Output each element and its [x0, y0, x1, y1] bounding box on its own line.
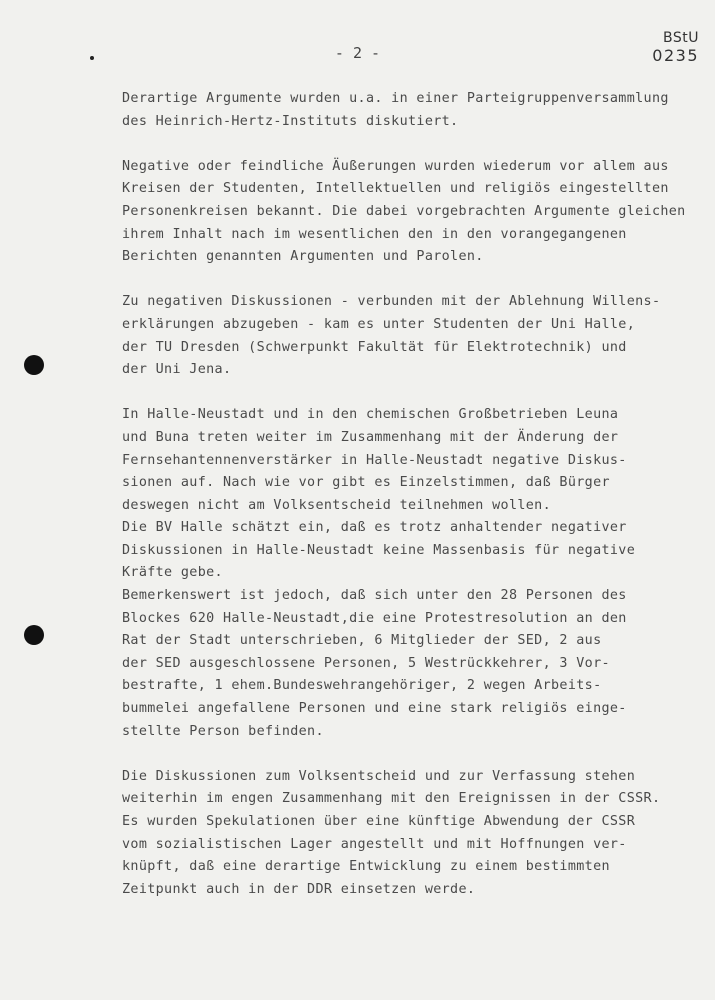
paragraph-gap — [122, 133, 715, 156]
text-line: Es wurden Spekulationen über eine künftige Abwendung der CSSR — [122, 814, 636, 829]
paragraph — [122, 291, 715, 381]
text-line: Zeitpunkt auch in der DDR einsetzen werde. — [122, 881, 476, 897]
text-line: Rat der Stadt unterschrieben, 6 Mitglieder der SED, 2 aus — [122, 633, 602, 649]
text-line: In Halle-Neustadt und in den chemischen Großbetrieben Leuna — [122, 407, 619, 423]
text-line: des Heinrich-Hertz-Instituts diskutiert. — [122, 113, 459, 129]
text-line: bestrafte, 1 ehem.Bundeswehrangehöriger, 2 wegen Arbeits- — [122, 678, 602, 694]
text-line: deswegen nicht am Volksentscheid teilnehmen wollen. — [122, 497, 552, 513]
text-line: Negative oder feindliche Äußerungen wurden wiederum vor allem aus — [122, 158, 669, 174]
text-line: Personenkreisen bekannt. Die dabei vorgebrachten Argumente gleichen — [122, 203, 686, 219]
text-line: weiterhin im engen Zusammenhang mit den Ereignissen in der CSSR. — [122, 791, 661, 807]
text-line: Zu negativen Diskussionen - verbunden mit der Ablehnung Willens- — [122, 294, 661, 310]
paragraph-gap — [122, 269, 715, 292]
punch-hole-bottom — [24, 625, 44, 645]
page-number: - 2 - — [334, 44, 381, 62]
text-line: Kreisen der Studenten, Intellektuellen und religiös eingestellten — [122, 181, 669, 197]
paragraph-gap — [122, 382, 715, 405]
text-line: bummelei angefallene Personen und eine stark religiös einge- — [122, 701, 627, 717]
paragraph — [122, 156, 715, 269]
text-line: Die BV Halle schätzt ein, daß es trotz anhaltender negativer — [122, 520, 627, 536]
punch-hole-top — [24, 355, 44, 375]
archive-stamp-number: 0235 — [652, 46, 699, 65]
text-line: Bemerkenswert ist jedoch, daß sich unter den 28 Personen des — [122, 588, 627, 604]
text-line: und Buna treten weiter im Zusammenhang mit der Änderung der — [122, 429, 619, 445]
text-line: Blockes 620 Halle-Neustadt,die eine Protestresolution an den — [122, 610, 627, 626]
paragraph — [122, 404, 715, 743]
text-line: vom sozialistischen Lager angestellt und mit Hoffnungen ver- — [122, 836, 627, 852]
text-line: Derartige Argumente wurden u.a. in einer Parteigruppenversammlung — [122, 91, 669, 106]
text-line: der SED ausgeschlossene Personen, 5 Westrückkehrer, 3 Vor- — [122, 655, 610, 671]
paragraph-gap — [122, 743, 715, 766]
paragraph — [122, 766, 715, 902]
archive-stamp-label: BStU — [663, 30, 699, 46]
document-body — [122, 88, 715, 901]
text-line: sionen auf. Nach wie vor gibt es Einzelstimmen, daß Bürger — [122, 475, 610, 491]
text-line: knüpft, daß eine derartige Entwicklung zu einem bestimmten — [122, 859, 610, 875]
text-line: Fernsehantennenverstärker in Halle-Neustadt negative Diskus- — [122, 452, 627, 468]
paragraph — [122, 88, 715, 133]
text-line: Die Diskussionen zum Volksentscheid und zur Verfassung stehen — [122, 768, 636, 784]
text-line: erklärungen abzugeben - kam es unter Studenten der Uni Halle, — [122, 316, 636, 332]
text-line: stellte Person befinden. — [122, 723, 324, 739]
text-line: Kräfte gebe. — [122, 565, 223, 581]
text-line: Berichten genannten Argumenten und Parolen. — [122, 249, 484, 265]
text-line: der TU Dresden (Schwerpunkt Fakultät für Elektrotechnik) und — [122, 339, 627, 355]
text-line: der Uni Jena. — [122, 362, 232, 378]
text-line: Diskussionen in Halle-Neustadt keine Massenbasis für negative — [122, 542, 636, 558]
text-line: ihrem Inhalt nach im wesentlichen den in den vorangegangenen — [122, 226, 627, 242]
